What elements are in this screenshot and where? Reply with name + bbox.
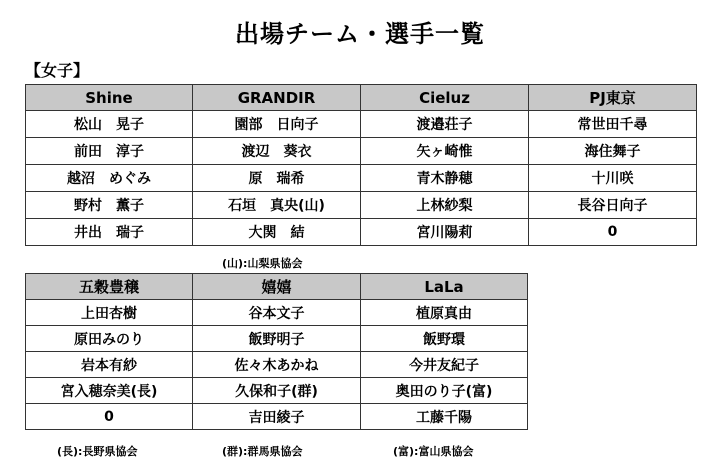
player-cell: 松山 晃子 <box>26 111 193 138</box>
player-cell: 上林紗梨 <box>361 192 529 219</box>
team-header-shine: Shine <box>26 85 193 111</box>
player-cell: 今井友紀子 <box>361 352 528 378</box>
table-header-row <box>26 274 528 300</box>
table-row <box>26 165 697 192</box>
player-cell: 海住舞子 <box>529 138 697 165</box>
player-cell: 植原真由 <box>361 300 528 326</box>
player-cell: 井出 瑞子 <box>26 219 193 246</box>
table-row <box>26 300 528 326</box>
note-yamanashi: (山):山梨県協会 <box>222 257 303 270</box>
table-row <box>26 111 697 138</box>
player-cell: 野村 薫子 <box>26 192 193 219</box>
page-title: 出場チーム・選手一覧 <box>235 20 485 48</box>
player-cell: 青木静穂 <box>361 165 529 192</box>
player-cell: 原 瑞希 <box>193 165 361 192</box>
player-cell: 飯野環 <box>361 326 528 352</box>
women-teams-table-1 <box>25 84 697 246</box>
team-header-pj-tokyo: PJ東京 <box>529 85 697 111</box>
player-cell: 飯野明子 <box>193 326 361 352</box>
player-cell: 0 <box>529 219 697 246</box>
player-cell: 岩本有紗 <box>26 352 193 378</box>
player-cell: 越沼 めぐみ <box>26 165 193 192</box>
player-cell: 石垣 真央(山) <box>193 192 361 219</box>
player-cell: 谷本文子 <box>193 300 361 326</box>
player-cell: 宮入穂奈美(長) <box>26 378 193 404</box>
team-header-cieluz: Cieluz <box>361 85 529 111</box>
player-cell: 大関 結 <box>193 219 361 246</box>
player-cell: 上田杏樹 <box>26 300 193 326</box>
table-row <box>26 404 528 430</box>
player-cell: 長谷日向子 <box>529 192 697 219</box>
player-cell: 奥田のり子(富) <box>361 378 528 404</box>
note-gunma: (群):群馬県協会 <box>222 445 303 458</box>
table-row <box>26 219 697 246</box>
women-teams-table-2 <box>25 273 528 430</box>
player-cell: 佐々木あかね <box>193 352 361 378</box>
player-cell: 吉田綾子 <box>193 404 361 430</box>
team-header-grandir: GRANDIR <box>193 85 361 111</box>
team-header-lala: LaLa <box>361 274 528 300</box>
table-row <box>26 352 528 378</box>
player-cell: 十川咲 <box>529 165 697 192</box>
player-cell: 矢ヶ崎惟 <box>361 138 529 165</box>
player-cell: 渡邉荘子 <box>361 111 529 138</box>
table-row <box>26 192 697 219</box>
note-nagano: (長):長野県協会 <box>57 445 138 458</box>
player-cell: 常世田千尋 <box>529 111 697 138</box>
team-header-kiki: 嬉嬉 <box>193 274 361 300</box>
section-label-women: 【女子】 <box>25 61 90 80</box>
player-cell: 渡辺 葵衣 <box>193 138 361 165</box>
note-toyama: (富):富山県協会 <box>393 445 474 458</box>
player-cell: 前田 淳子 <box>26 138 193 165</box>
player-cell: 宮川陽莉 <box>361 219 529 246</box>
player-cell: 原田みのり <box>26 326 193 352</box>
team-header-gokoku-hojo: 五穀豊穣 <box>26 274 193 300</box>
table-row <box>26 138 697 165</box>
player-cell: 久保和子(群) <box>193 378 361 404</box>
player-cell: 0 <box>26 404 193 430</box>
table-header-row <box>26 85 697 111</box>
player-cell: 園部 日向子 <box>193 111 361 138</box>
table-row <box>26 326 528 352</box>
player-cell: 工藤千陽 <box>361 404 528 430</box>
table-row <box>26 378 528 404</box>
